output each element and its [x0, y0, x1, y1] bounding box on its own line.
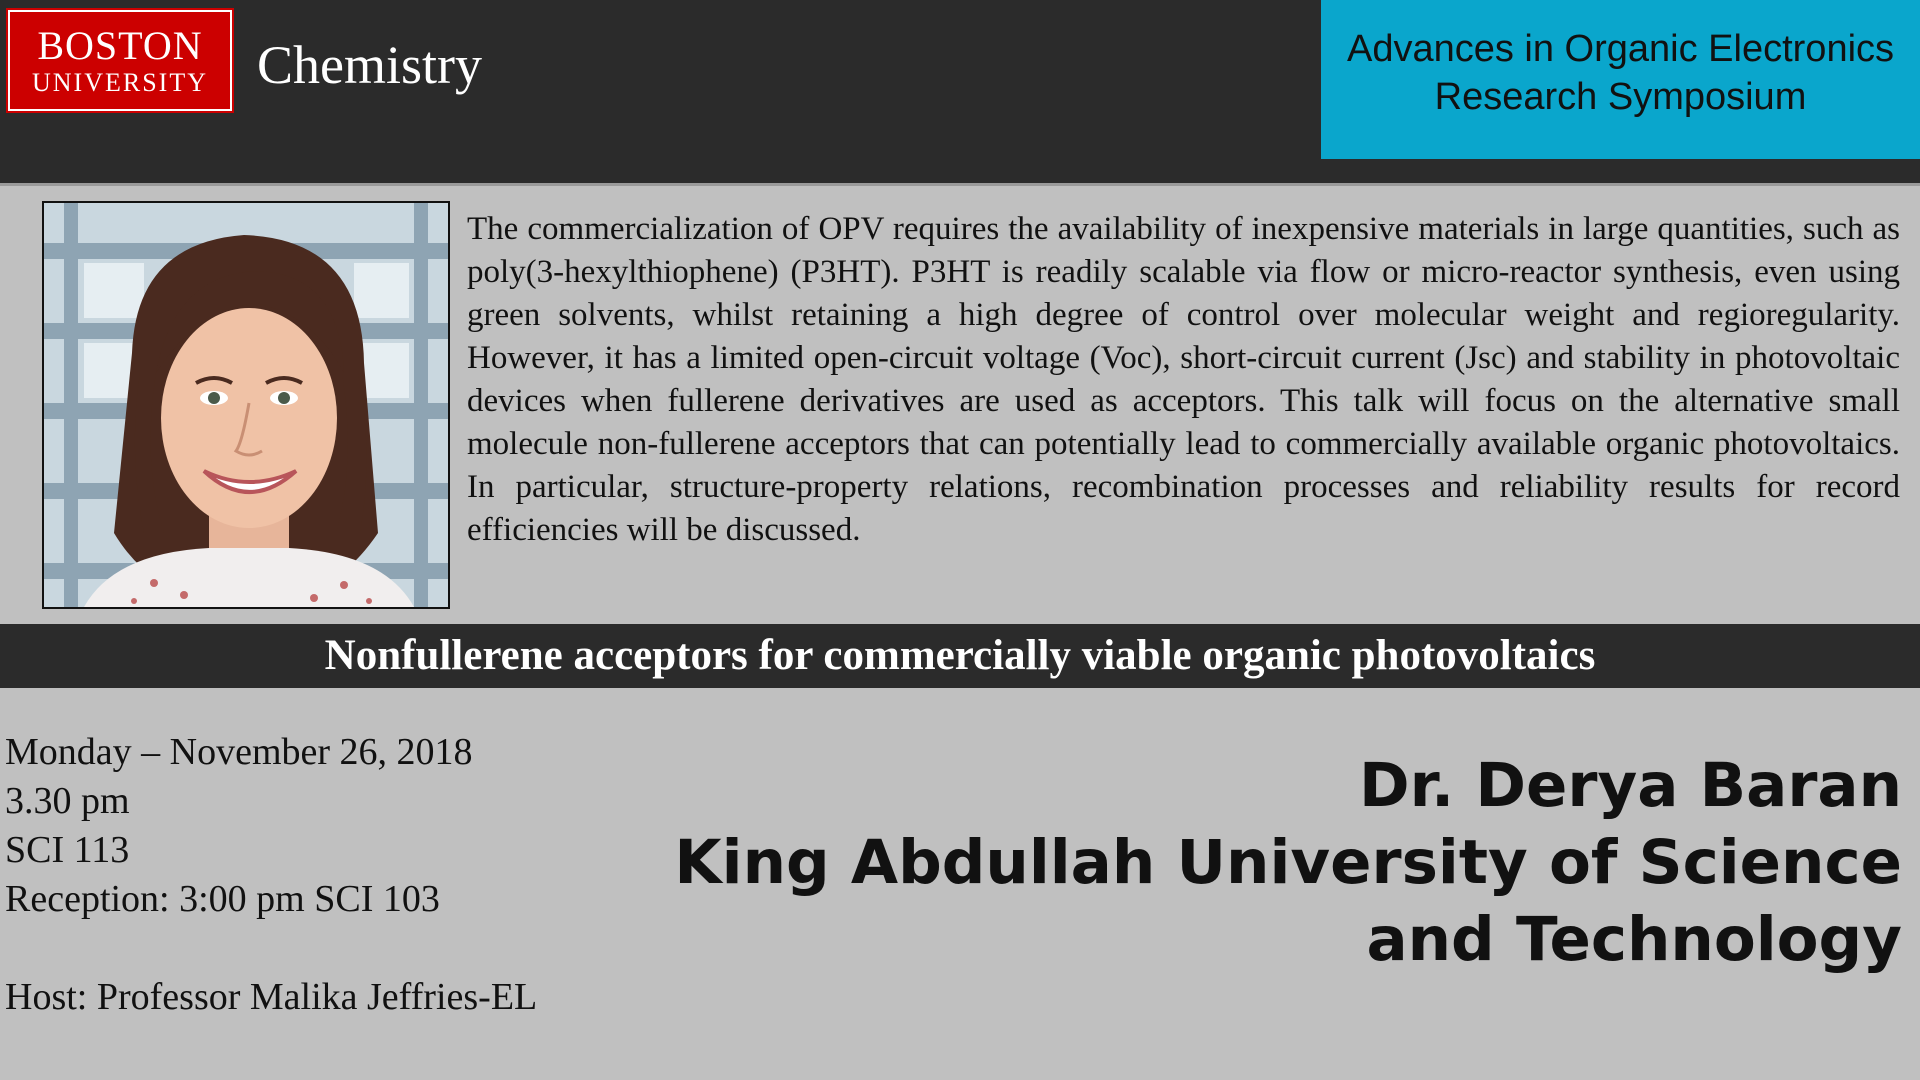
- event-date: Monday – November 26, 2018: [5, 731, 473, 773]
- symposium-line-1: Advances in Organic Electronics: [1346, 28, 1895, 70]
- portrait-illustration: [44, 203, 448, 607]
- speaker-info: [502, 747, 1902, 978]
- header-bar: [0, 0, 1920, 183]
- symposium-banner: [1321, 0, 1920, 159]
- logo-line-university: UNIVERSITY: [32, 67, 208, 97]
- speaker-affiliation-line-1: King Abdullah University of Science: [674, 827, 1902, 898]
- speaker-photo: [42, 201, 450, 609]
- talk-abstract: The commercialization of OPV requires the availability of inexpensive materials in large quantities, such as poly(3-hexylthiophene) (P3HT). P3HT is readily scalable via flow or micro-reactor synthesis, even using green solvents, whilst retaining a high degree of control over molecular weight and regioregularity. However, it has a limited open-circuit voltage (Voc), short-circuit current (Jsc) and stability in photovoltaic devices when fullerene derivatives are used as acceptors. This talk will focus on the alternative small molecule non-fullerene acceptors that can potentially lead to commercially available organic photovoltaics. In particular, structure-property relations, recombination processes and reliability results for record efficiencies will be discussed.: [467, 211, 1900, 548]
- boston-university-logo: [8, 10, 232, 111]
- event-reception: Reception: 3:00 pm SCI 103: [5, 878, 440, 920]
- event-time: 3.30 pm: [5, 780, 130, 822]
- speaker-affiliation-line-2: and Technology: [1366, 904, 1902, 975]
- department-name: Chemistry: [257, 35, 482, 95]
- event-host: Host: Professor Malika Jeffries-EL: [5, 976, 538, 1018]
- event-room: SCI 113: [5, 829, 130, 871]
- logo-line-boston: BOSTON: [37, 22, 203, 68]
- speaker-name: Dr. Derya Baran: [1358, 750, 1902, 821]
- event-details: [5, 728, 537, 1022]
- header-divider: [0, 183, 1920, 186]
- symposium-line-2: Research Symposium: [1434, 76, 1807, 118]
- talk-title: Nonfullerene acceptors for commercially viable organic photovoltaics: [0, 624, 1920, 688]
